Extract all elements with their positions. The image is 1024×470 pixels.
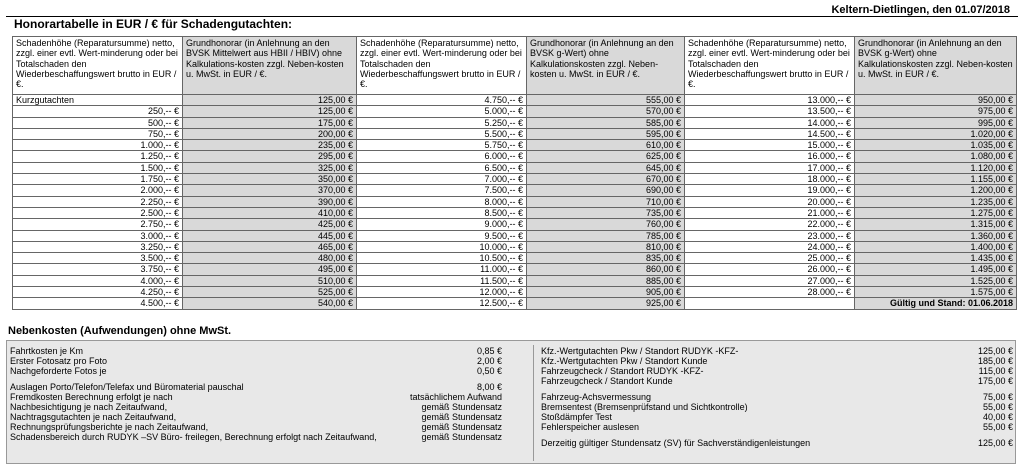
fee-item — [541, 392, 1013, 402]
damage-amount-2: 8.500,-- € — [357, 207, 527, 218]
damage-amount-1: 4.500,-- € — [13, 298, 183, 309]
base-fee-2: 645,00 € — [527, 162, 685, 173]
base-fee-2: 570,00 € — [527, 106, 685, 117]
damage-amount-2: 12.500,-- € — [357, 298, 527, 309]
fee-item-label: Kfz.-Wertgutachten Pkw / Standort RUDYK -KFZ- — [541, 346, 739, 356]
fee-item-label: Bremsentest (Bremsenprüfstand und Sichtkontrolle) — [541, 402, 748, 412]
base-fee-1: 495,00 € — [183, 264, 357, 275]
damage-amount-2: 10.000,-- € — [357, 241, 527, 252]
base-fee-1: 370,00 € — [183, 185, 357, 196]
damage-amount-3: 22.000,-- € — [685, 219, 855, 230]
damage-amount-3: 13.500,-- € — [685, 106, 855, 117]
table-row — [13, 128, 1017, 139]
fee-item — [10, 356, 520, 366]
table-row — [13, 253, 1017, 264]
fee-item — [541, 412, 1013, 422]
base-fee-1: 510,00 € — [183, 275, 357, 286]
fee-item-value: 8,00 € — [476, 382, 502, 392]
base-fee-1: 525,00 € — [183, 287, 357, 298]
base-fee-1: 350,00 € — [183, 174, 357, 185]
damage-amount-1: 2.500,-- € — [13, 207, 183, 218]
fee-item — [10, 422, 520, 432]
damage-amount-2: 11.000,-- € — [357, 264, 527, 275]
damage-amount-1: 1.250,-- € — [13, 151, 183, 162]
table-row — [13, 174, 1017, 185]
damage-amount-3: 19.000,-- € — [685, 185, 855, 196]
table-row — [13, 241, 1017, 252]
base-fee-3: 1.400,00 € — [855, 241, 1017, 252]
base-fee-2: 690,00 € — [527, 185, 685, 196]
base-fee-1: 295,00 € — [183, 151, 357, 162]
damage-amount-3: 14.500,-- € — [685, 128, 855, 139]
nebenkosten-right-group-tests — [541, 392, 1013, 432]
base-fee-3: 975,00 € — [855, 106, 1017, 117]
base-fee-2: 710,00 € — [527, 196, 685, 207]
fee-item — [541, 402, 1013, 412]
fee-item-value: tatsächlichem Aufwand — [409, 392, 502, 402]
table-row — [13, 185, 1017, 196]
damage-amount-3: 18.000,-- € — [685, 174, 855, 185]
base-fee-1: 390,00 € — [183, 196, 357, 207]
base-fee-1: 410,00 € — [183, 207, 357, 218]
fee-item-value: 185,00 € — [977, 356, 1013, 366]
base-fee-3: 1.020,00 € — [855, 128, 1017, 139]
base-fee-2: 925,00 € — [527, 298, 685, 309]
base-fee-3: 1.080,00 € — [855, 151, 1017, 162]
damage-amount-1: 1.500,-- € — [13, 162, 183, 173]
table-row — [13, 298, 1017, 309]
base-fee-1: 235,00 € — [183, 140, 357, 151]
damage-amount-1: 1.750,-- € — [13, 174, 183, 185]
nebenkosten-right-group-valuation — [541, 346, 1013, 386]
damage-amount-1: 3.750,-- € — [13, 264, 183, 275]
damage-amount-1: 2.250,-- € — [13, 196, 183, 207]
fee-item-label: Auslagen Porto/Telefon/Telefax und Büromaterial pauschal — [10, 382, 244, 392]
damage-amount-3: 16.000,-- € — [685, 151, 855, 162]
damage-amount-2: 8.000,-- € — [357, 196, 527, 207]
fee-item — [541, 422, 1013, 432]
table-row — [13, 140, 1017, 151]
col-header-damage-1: Schadenhöhe (Reparatursumme) netto, zzgl. einer evtl. Wert-minderung oder bei Totalschaden den Wiederbeschaffungswert brutto in EUR / €. — [13, 37, 183, 95]
base-fee-2: 785,00 € — [527, 230, 685, 241]
fee-item-value: gemäß Stundensatz — [421, 402, 502, 412]
fee-item-label: Fahrtkosten je Km — [10, 346, 84, 356]
base-fee-1: 175,00 € — [183, 117, 357, 128]
damage-amount-3: 13.000,-- € — [685, 95, 855, 106]
base-fee-1: 325,00 € — [183, 162, 357, 173]
fee-item-label: Nachgeforderte Fotos je — [10, 366, 107, 376]
damage-amount-2: 5.500,-- € — [357, 128, 527, 139]
fee-item — [10, 382, 520, 392]
damage-amount-1: 750,-- € — [13, 128, 183, 139]
base-fee-2: 595,00 € — [527, 128, 685, 139]
col-header-damage-3: Schadenhöhe (Reparatursumme) netto, zzgl. einer evtl. Wert-minderung oder bei Totalschaden den Wiederbeschaffungswert brutto in EUR / €. — [685, 37, 855, 95]
fee-item-label: Kfz.-Wertgutachten Pkw / Standort Kunde — [541, 356, 708, 366]
fee-table — [12, 36, 1017, 310]
page-title: Honorartabelle in EUR / € für Schadengutachten: — [14, 17, 293, 31]
fee-item-label: Derzeitig gültiger Stundensatz (SV) für Sachverständigenleistungen — [541, 438, 811, 448]
fee-item-label: Fahrzeugcheck / Standort RUDYK -KFZ- — [541, 366, 704, 376]
base-fee-2: 610,00 € — [527, 140, 685, 151]
base-fee-3: 1.575,00 € — [855, 287, 1017, 298]
base-fee-2: 585,00 € — [527, 117, 685, 128]
base-fee-3: 995,00 € — [855, 117, 1017, 128]
base-fee-1: 445,00 € — [183, 230, 357, 241]
table-row — [13, 207, 1017, 218]
base-fee-3: 1.275,00 € — [855, 207, 1017, 218]
nebenkosten-left-group-misc — [10, 382, 520, 442]
base-fee-2: 760,00 € — [527, 219, 685, 230]
fee-item-value: gemäß Stundensatz — [421, 422, 502, 432]
col-header-fee-1: Grundhonorar (in Anlehnung an den BVSK Mittelwert aus HBII / HBIV) ohne Kalkulations-kosten zzgl. Neben-kosten u. MwSt. in EUR / €. — [183, 37, 357, 95]
table-row — [13, 95, 1017, 106]
damage-amount-1: 2.000,-- € — [13, 185, 183, 196]
fee-item — [541, 356, 1013, 366]
fee-item-label: Stoßdämpfer Test — [541, 412, 612, 422]
base-fee-3: 1.120,00 € — [855, 162, 1017, 173]
fee-item-label: Fehlerspeicher auslesen — [541, 422, 640, 432]
base-fee-1: 465,00 € — [183, 241, 357, 252]
fee-item — [10, 412, 520, 422]
fee-item-label: Schadensbereich durch RUDYK –SV Büro- freilegen, Berechnung erfolgt nach Zeitaufwand, — [10, 432, 377, 442]
base-fee-2: 735,00 € — [527, 207, 685, 218]
base-fee-2: 555,00 € — [527, 95, 685, 106]
base-fee-1: 480,00 € — [183, 253, 357, 264]
damage-amount-2: 5.750,-- € — [357, 140, 527, 151]
fee-item-value: gemäß Stundensatz — [421, 412, 502, 422]
fee-item-label: Fahrzeug-Achsvermessung — [541, 392, 652, 402]
nebenkosten-left-group-travel — [10, 346, 520, 376]
fee-item-value: 0,85 € — [476, 346, 502, 356]
col-header-fee-3: Grundhonorar (in Anlehnung an den BVSK g-Wert) ohne Kalkulationskosten zzgl. Neben-kosten u. MwSt. in EUR / €. — [855, 37, 1017, 95]
base-fee-2: 860,00 € — [527, 264, 685, 275]
fee-item — [541, 346, 1013, 356]
damage-amount-1: 2.750,-- € — [13, 219, 183, 230]
fee-item — [10, 402, 520, 412]
fee-item — [10, 346, 520, 356]
base-fee-2: 625,00 € — [527, 151, 685, 162]
table-row — [13, 196, 1017, 207]
table-row — [13, 230, 1017, 241]
damage-amount-1: Kurzgutachten — [13, 95, 183, 106]
fee-item-value: 125,00 € — [977, 438, 1013, 448]
damage-amount-2: 7.000,-- € — [357, 174, 527, 185]
base-fee-3: 1.525,00 € — [855, 275, 1017, 286]
base-fee-1: 125,00 € — [183, 106, 357, 117]
fee-item — [541, 376, 1013, 386]
col-header-damage-2: Schadenhöhe (Reparatursumme) netto, zzgl. einer evtl. Wert-minderung oder bei Totalschaden den Wiederbeschaffungswert brutto in EUR / €. — [357, 37, 527, 95]
fee-item-label: Fremdkosten Berechnung erfolgt je nach — [10, 392, 173, 402]
fee-item-label: Erster Fotosatz pro Foto — [10, 356, 108, 366]
table-row — [13, 162, 1017, 173]
base-fee-1: 540,00 € — [183, 298, 357, 309]
base-fee-2: 670,00 € — [527, 174, 685, 185]
column-divider — [533, 345, 534, 461]
base-fee-1: 125,00 € — [183, 95, 357, 106]
damage-amount-3: 26.000,-- € — [685, 264, 855, 275]
base-fee-3: 1.035,00 € — [855, 140, 1017, 151]
fee-item-value: 115,00 € — [978, 366, 1013, 376]
base-fee-3: 1.315,00 € — [855, 219, 1017, 230]
fee-item-value: 55,00 € — [982, 402, 1013, 412]
damage-amount-2: 12.000,-- € — [357, 287, 527, 298]
base-fee-3: 1.435,00 € — [855, 253, 1017, 264]
table-row — [13, 287, 1017, 298]
damage-amount-2: 5.000,-- € — [357, 106, 527, 117]
damage-amount-1: 3.000,-- € — [13, 230, 183, 241]
damage-amount-3 — [685, 298, 855, 309]
damage-amount-1: 1.000,-- € — [13, 140, 183, 151]
damage-amount-3: 17.000,-- € — [685, 162, 855, 173]
fee-item-label: Fahrzeugcheck / Standort Kunde — [541, 376, 673, 386]
base-fee-3: 1.235,00 € — [855, 196, 1017, 207]
damage-amount-2: 9.000,-- € — [357, 219, 527, 230]
fee-item — [10, 392, 520, 402]
fee-item-value: gemäß Stundensatz — [421, 432, 502, 442]
damage-amount-2: 7.500,-- € — [357, 185, 527, 196]
damage-amount-3: 27.000,-- € — [685, 275, 855, 286]
damage-amount-2: 6.500,-- € — [357, 162, 527, 173]
nebenkosten-right-column — [541, 346, 1013, 448]
base-fee-2: 835,00 € — [527, 253, 685, 264]
fee-item — [10, 366, 520, 376]
damage-amount-1: 3.250,-- € — [13, 241, 183, 252]
damage-amount-3: 20.000,-- € — [685, 196, 855, 207]
damage-amount-2: 5.250,-- € — [357, 117, 527, 128]
fee-item — [541, 438, 1013, 448]
damage-amount-2: 6.000,-- € — [357, 151, 527, 162]
nebenkosten-panel — [6, 340, 1016, 464]
damage-amount-3: 28.000,-- € — [685, 287, 855, 298]
fee-item-value: 0,50 € — [476, 366, 502, 376]
fee-item-value: 2,00 € — [476, 356, 502, 366]
base-fee-2: 885,00 € — [527, 275, 685, 286]
damage-amount-3: 14.000,-- € — [685, 117, 855, 128]
fee-item — [10, 432, 520, 442]
fee-item — [541, 366, 1013, 376]
base-fee-2: 905,00 € — [527, 287, 685, 298]
table-row — [13, 219, 1017, 230]
damage-amount-3: 21.000,-- € — [685, 207, 855, 218]
table-row — [13, 275, 1017, 286]
damage-amount-2: 11.500,-- € — [357, 275, 527, 286]
fee-table-body — [13, 95, 1017, 310]
damage-amount-2: 4.750,-- € — [357, 95, 527, 106]
damage-amount-3: 15.000,-- € — [685, 140, 855, 151]
damage-amount-3: 25.000,-- € — [685, 253, 855, 264]
col-header-fee-2: Grundhonorar (in Anlehnung an den BVSK g-Wert) ohne Kalkulationskosten zzgl. Neben-kosten u. MwSt. in EUR / €. — [527, 37, 685, 95]
fee-item-value: 55,00 € — [982, 422, 1013, 432]
fee-item-value: 40,00 € — [982, 412, 1013, 422]
damage-amount-1: 4.250,-- € — [13, 287, 183, 298]
fee-item-value: 125,00 € — [977, 346, 1013, 356]
damage-amount-2: 9.500,-- € — [357, 230, 527, 241]
nebenkosten-right-group-hourly — [541, 438, 1013, 448]
nebenkosten-title: Nebenkosten (Aufwendungen) ohne MwSt. — [8, 325, 232, 337]
base-fee-3: 1.360,00 € — [855, 230, 1017, 241]
damage-amount-1: 250,-- € — [13, 106, 183, 117]
nebenkosten-left-column — [10, 346, 520, 442]
base-fee-1: 200,00 € — [183, 128, 357, 139]
table-row — [13, 106, 1017, 117]
fee-item-value: 75,00 € — [982, 392, 1013, 402]
table-row — [13, 151, 1017, 162]
fee-item-label: Nachtragsgutachten je nach Zeitaufwand, — [10, 412, 177, 422]
damage-amount-3: 23.000,-- € — [685, 230, 855, 241]
damage-amount-1: 500,-- € — [13, 117, 183, 128]
fee-table-header-row — [13, 37, 1017, 95]
document-date: Keltern-Dietlingen, den 01.07/2018 — [831, 4, 1010, 16]
fee-item-label: Nachbesichtigung je nach Zeitaufwand, — [10, 402, 168, 412]
base-fee-2: 810,00 € — [527, 241, 685, 252]
damage-amount-2: 10.500,-- € — [357, 253, 527, 264]
damage-amount-1: 4.000,-- € — [13, 275, 183, 286]
base-fee-1: 425,00 € — [183, 219, 357, 230]
fee-item-value: 175,00 € — [977, 376, 1013, 386]
damage-amount-1: 3.500,-- € — [13, 253, 183, 264]
table-row — [13, 264, 1017, 275]
fee-item-label: Rechnungsprüfungsberichte je nach Zeitaufwand, — [10, 422, 209, 432]
table-row — [13, 117, 1017, 128]
base-fee-3: 1.495,00 € — [855, 264, 1017, 275]
base-fee-3: 1.200,00 € — [855, 185, 1017, 196]
base-fee-3: 950,00 € — [855, 95, 1017, 106]
damage-amount-3: 24.000,-- € — [685, 241, 855, 252]
base-fee-3: 1.155,00 € — [855, 174, 1017, 185]
base-fee-3: Gültig und Stand: 01.06.2018 — [855, 298, 1017, 309]
